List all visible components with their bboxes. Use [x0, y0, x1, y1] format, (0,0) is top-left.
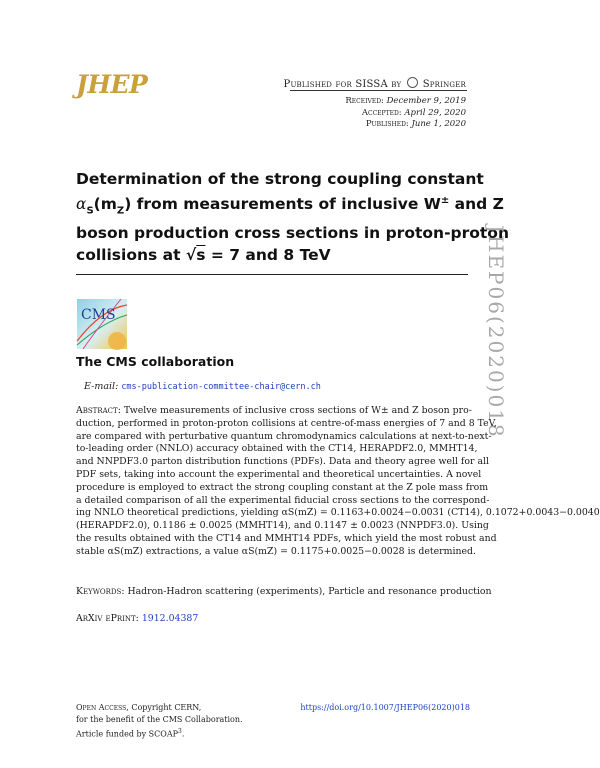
jhep-logo: [76, 70, 156, 100]
arxiv-link[interactable]: 1912.04387: [141, 613, 199, 624]
doi-link[interactable]: https://doi.org/10.1007/JHEP06(2020)018: [300, 703, 470, 712]
received-date: December 9, 2019: [386, 96, 466, 106]
collaboration-name: The CMS collaboration: [76, 354, 235, 369]
jhep-logo-text: JHEP: [76, 70, 148, 99]
header-rule: [290, 90, 467, 91]
title-line-1: Determination of the strong coupling constant: [76, 170, 484, 188]
abstract-line: PDF sets, taking into account the experimental and theoretical uncertainties. A novel: [76, 468, 482, 480]
accepted-line: [362, 108, 466, 118]
title-line-2: $\alpha_S(m_Z)$ from measurements of inclusive W± and Z: [76, 195, 504, 217]
abstract-label: Abstract:: [76, 405, 121, 416]
title-line-4: collisions at √s = 7 and 8 TeV: [76, 246, 331, 265]
cms-logo: [77, 299, 127, 349]
email-link[interactable]: cms-publication-committee-chair@cern.ch: [121, 382, 321, 392]
received-label: Received:: [345, 96, 384, 106]
footer-line-2: for the benefit of the CMS Collaboration.: [76, 715, 243, 724]
abstract: [76, 405, 600, 559]
email-label: E-mail:: [84, 381, 119, 392]
publisher-name: Springer: [422, 79, 466, 90]
footer-license: Open Access, Copyright CERN, for the benefit of the CMS Collaboration. Article funded by SCOAP$^3$.: [76, 703, 243, 739]
abstract-line: (HERAPDF2.0), 0.1186 ± 0.0025 (MMHT14), and 0.1147 ± 0.0023 (NNPDF3.0). Using: [76, 520, 489, 532]
keywords-label: Keywords:: [76, 586, 125, 597]
abstract-line: and NNPDF3.0 parton distribution functions (PDFs). Data and theory agree well for all: [76, 456, 489, 468]
publisher-line: [284, 77, 466, 90]
abstract-line: are compared with perturbative quantum chromodynamics calculations at next-to-next-: [76, 430, 492, 442]
received-line: [345, 96, 466, 106]
accepted-label: Accepted:: [361, 108, 402, 118]
abstract-line: stable αS(mZ) extractions, a value αS(mZ) = 0.1175+0.0025−0.0028 is determined.: [76, 545, 476, 557]
keywords-text: Hadron-Hadron scattering (experiments), Particle and resonance production: [124, 586, 492, 597]
email-line: [84, 381, 321, 392]
accepted-date: April 29, 2020: [404, 108, 466, 118]
published-label: Published:: [365, 119, 409, 129]
abstract-line: Abstract: Twelve measurements of inclusive cross sections of W± and Z boson pro-: [76, 405, 472, 416]
springer-icon: [407, 77, 418, 88]
published-date: June 1, 2020: [411, 119, 466, 129]
title-rule: [76, 274, 468, 275]
published-line: [366, 119, 466, 129]
abstract-line: duction, performed in proton-proton collisions at centre-of-mass energies of 7 and 8 TeV,: [76, 417, 497, 429]
open-access-label: Open Access: [76, 703, 127, 712]
footer-line-3: Article funded by SCOAP: [76, 729, 178, 739]
cms-logo-graphic: [77, 299, 127, 349]
cms-logo-text: CMS: [81, 307, 116, 323]
abstract-line: the results obtained with the CT14 and MMHT14 PDFs, which yield the most robust and: [76, 532, 497, 544]
title-line-3: boson production cross sections in proton-proton: [76, 224, 509, 243]
paper-title: [76, 168, 509, 266]
abstract-line: a detailed comparison of all the experimental fiducial cross sections to the correspond-: [76, 494, 490, 506]
abstract-line: procedure is employed to extract the strong coupling constant at the Z pole mass from: [76, 481, 489, 493]
side-identifier: JHEP06(2020)018: [484, 225, 508, 439]
arxiv-line: [76, 613, 198, 624]
keywords-line: [76, 586, 492, 597]
abstract-line: ing NNLO theoretical predictions, yielding αS(mZ) = 0.1163+0.0024−0.0031 (CT14), 0.1072+0.0043−0.0040: [76, 507, 600, 519]
arxiv-label: ArXiv ePrint:: [76, 613, 139, 624]
abstract-line: to-leading order (NNLO) accuracy obtained with the CT14, HERAPDF2.0, MMHT14,: [76, 443, 478, 455]
publisher-label: Published for SISSA by: [283, 79, 402, 90]
